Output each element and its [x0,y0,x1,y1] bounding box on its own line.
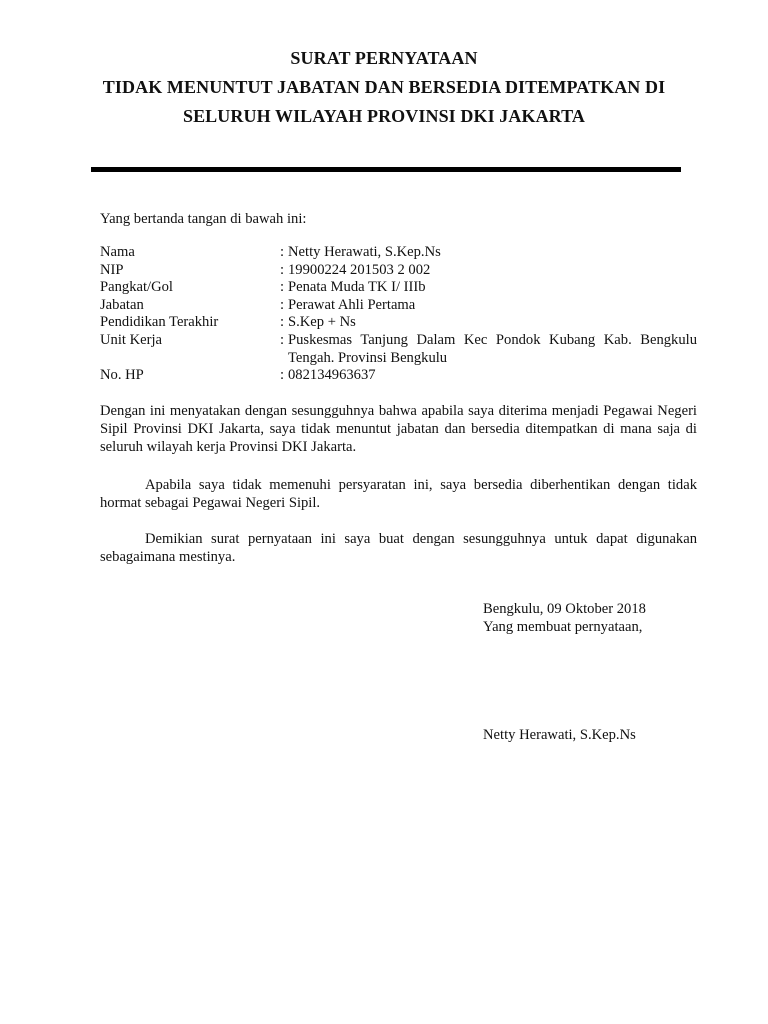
identity-colon: : [280,296,285,313]
identity-value: 19900224 201503 2 002 [288,261,431,278]
identity-label: Nama [100,244,135,260]
identity-label: NIP [100,261,124,278]
identity-row-nama [100,244,697,262]
identity-value: Perawat Ahli Pertama [288,296,416,313]
identity-colon: : [280,261,285,278]
identity-row-nip [100,262,697,280]
identity-label: Jabatan [100,296,144,313]
signature-block [483,600,743,636]
letter-title [0,44,768,131]
identity-colon: : [280,314,285,331]
identity-value: Puskesmas Tanjung Dalam Kec Pondok Kubang Kab. Bengkulu Tengah. Provinsi Bengkulu [288,331,697,366]
signer-role: Yang membuat pernyataan, [483,619,643,635]
identity-colon: : [280,279,285,296]
identity-label: Pendidikan Terakhir [100,314,219,331]
place-date: Bengkulu, 09 Oktober 2018 [483,601,646,617]
identity-label: Pangkat/Gol [100,279,173,296]
identity-row-jabatan [100,297,697,315]
statement-paragraph: Dengan ini menyatakan dengan sesungguhnya bahwa apabila saya diterima menjadi Pegawai Negeri Sipil Provinsi DKI Jakarta, saya tidak menuntut jabatan dan bersedia ditempatkan di mana saja di seluruh wilayah kerja Provinsi DKI Jakarta. [100,403,697,455]
signer-name: Netty Herawati, S.Kep.Ns [483,727,636,743]
title-line-2: TIDAK MENUNTUT JABATAN DAN BERSEDIA DITEMPATKAN DI [102,77,666,97]
identity-row-pangkat [100,279,697,297]
identity-value: 082134963637 [288,367,376,384]
identity-value: Netty Herawati, S.Kep.Ns [288,244,441,260]
identity-value: Penata Muda TK I/ IIIb [288,279,426,296]
identity-colon: : [280,367,285,384]
identity-value: S.Kep + Ns [288,314,356,331]
header-divider [91,167,681,172]
identity-colon: : [280,244,285,260]
intro-text: Yang bertanda tangan di bawah ini: [100,211,307,227]
title-line-3: SELURUH WILAYAH PROVINSI DKI JAKARTA [182,106,586,126]
identity-label: Unit Kerja [100,331,163,348]
identity-label: No. HP [100,367,144,384]
identity-row-no-hp [100,367,697,385]
consequence-paragraph: Apabila saya tidak memenuhi persyaratan ini, saya bersedia diberhentikan dengan tidak hormat sebagai Pegawai Negeri Sipil. [100,477,697,511]
identity-table [100,244,697,385]
identity-colon: : [280,331,285,348]
title-line-1: SURAT PERNYATAAN [290,48,478,68]
closing-paragraph: Demikian surat pernyataan ini saya buat dengan sesungguhnya untuk dapat digunakan sebagaimana mestinya. [100,531,697,565]
identity-row-pendidikan [100,314,697,332]
identity-row-unit-kerja [100,332,697,367]
